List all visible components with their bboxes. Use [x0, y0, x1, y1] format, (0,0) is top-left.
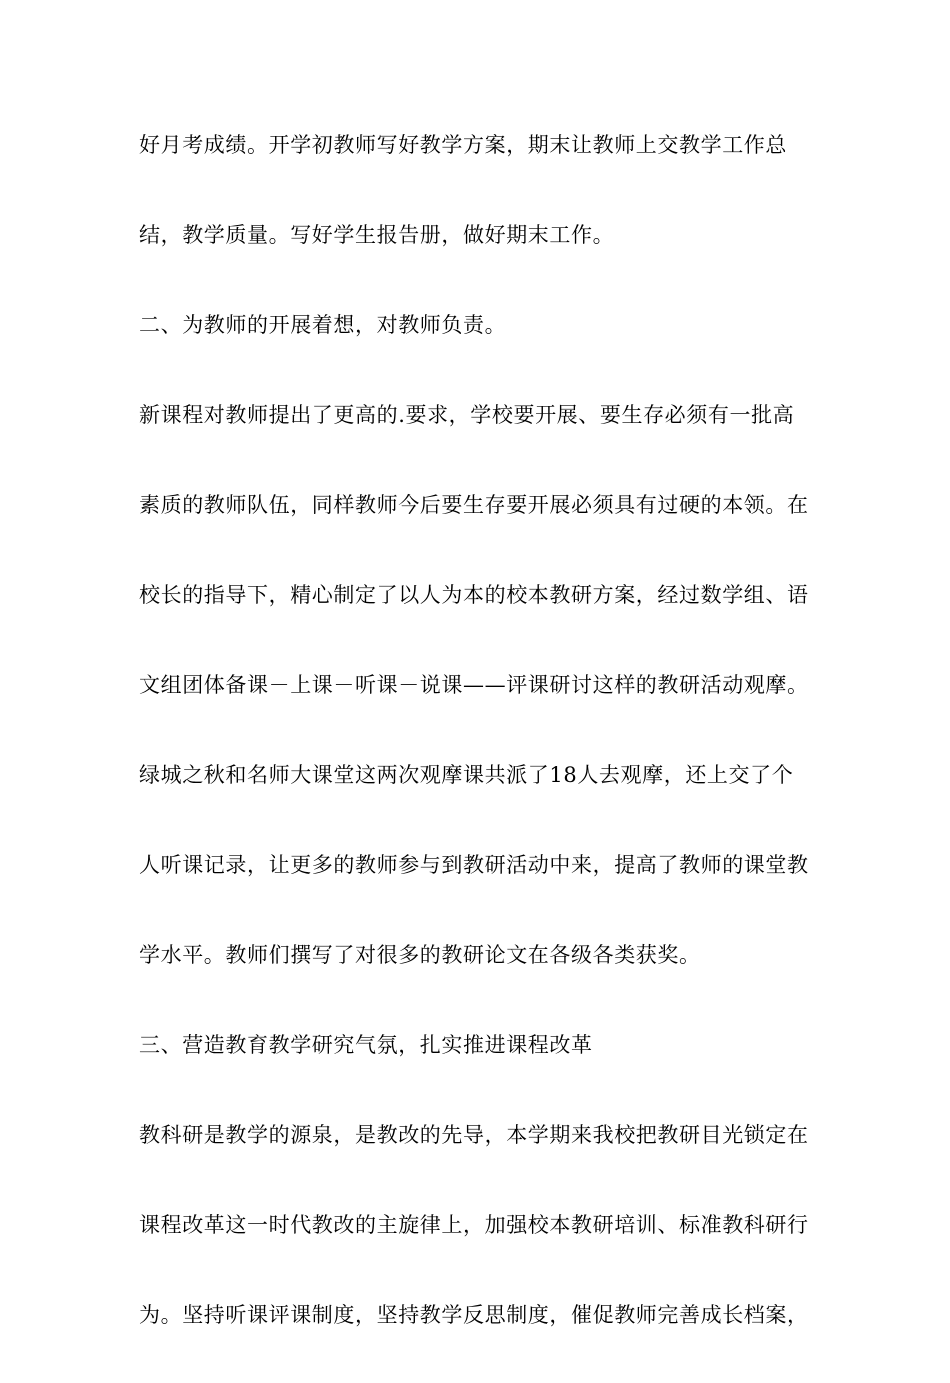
text-line: 教科研是教学的源泉，是教改的先导，本学期来我校把教研目光锁定在: [139, 1123, 809, 1147]
text-line: 绿城之秋和名师大课堂这两次观摩课共派了18人去观摩，还上交了个: [139, 763, 794, 787]
section-heading: 三、营造教育教学研究气氛，扎实推进课程改革: [139, 1033, 593, 1057]
text-line: 课程改革这一时代教改的主旋律上，加强校本教研培训、标准教科研行: [139, 1213, 809, 1237]
text-line: 为。坚持听课评课制度，坚持教学反思制度，催促教师完善成长档案，: [139, 1303, 809, 1327]
text-line: 校长的指导下，精心制定了以人为本的校本教研方案，经过数学组、语: [139, 583, 809, 607]
section-heading: 二、为教师的开展着想，对教师负责。: [139, 313, 507, 337]
text-line: 文组团体备课－上课－听课－说课——评课研讨这样的教研活动观摩。: [139, 673, 809, 697]
text-line: 素质的教师队伍，同样教师今后要生存要开展必须具有过硬的本领。在: [139, 493, 809, 517]
text-line: 新课程对教师提出了更高的.要求，学校要开展、要生存必须有一批高: [139, 403, 795, 427]
text-line: 结，教学质量。写好学生报告册，做好期末工作。: [139, 223, 615, 247]
document-body: [139, 123, 819, 1383]
text-line: 好月考成绩。开学初教师写好教学方案，期末让教师上交教学工作总: [139, 133, 787, 157]
text-line: 学水平。教师们撰写了对很多的教研论文在各级各类获奖。: [139, 943, 701, 967]
text-line: 人听课记录，让更多的教师参与到教研活动中来，提高了教师的课堂教: [139, 853, 809, 877]
